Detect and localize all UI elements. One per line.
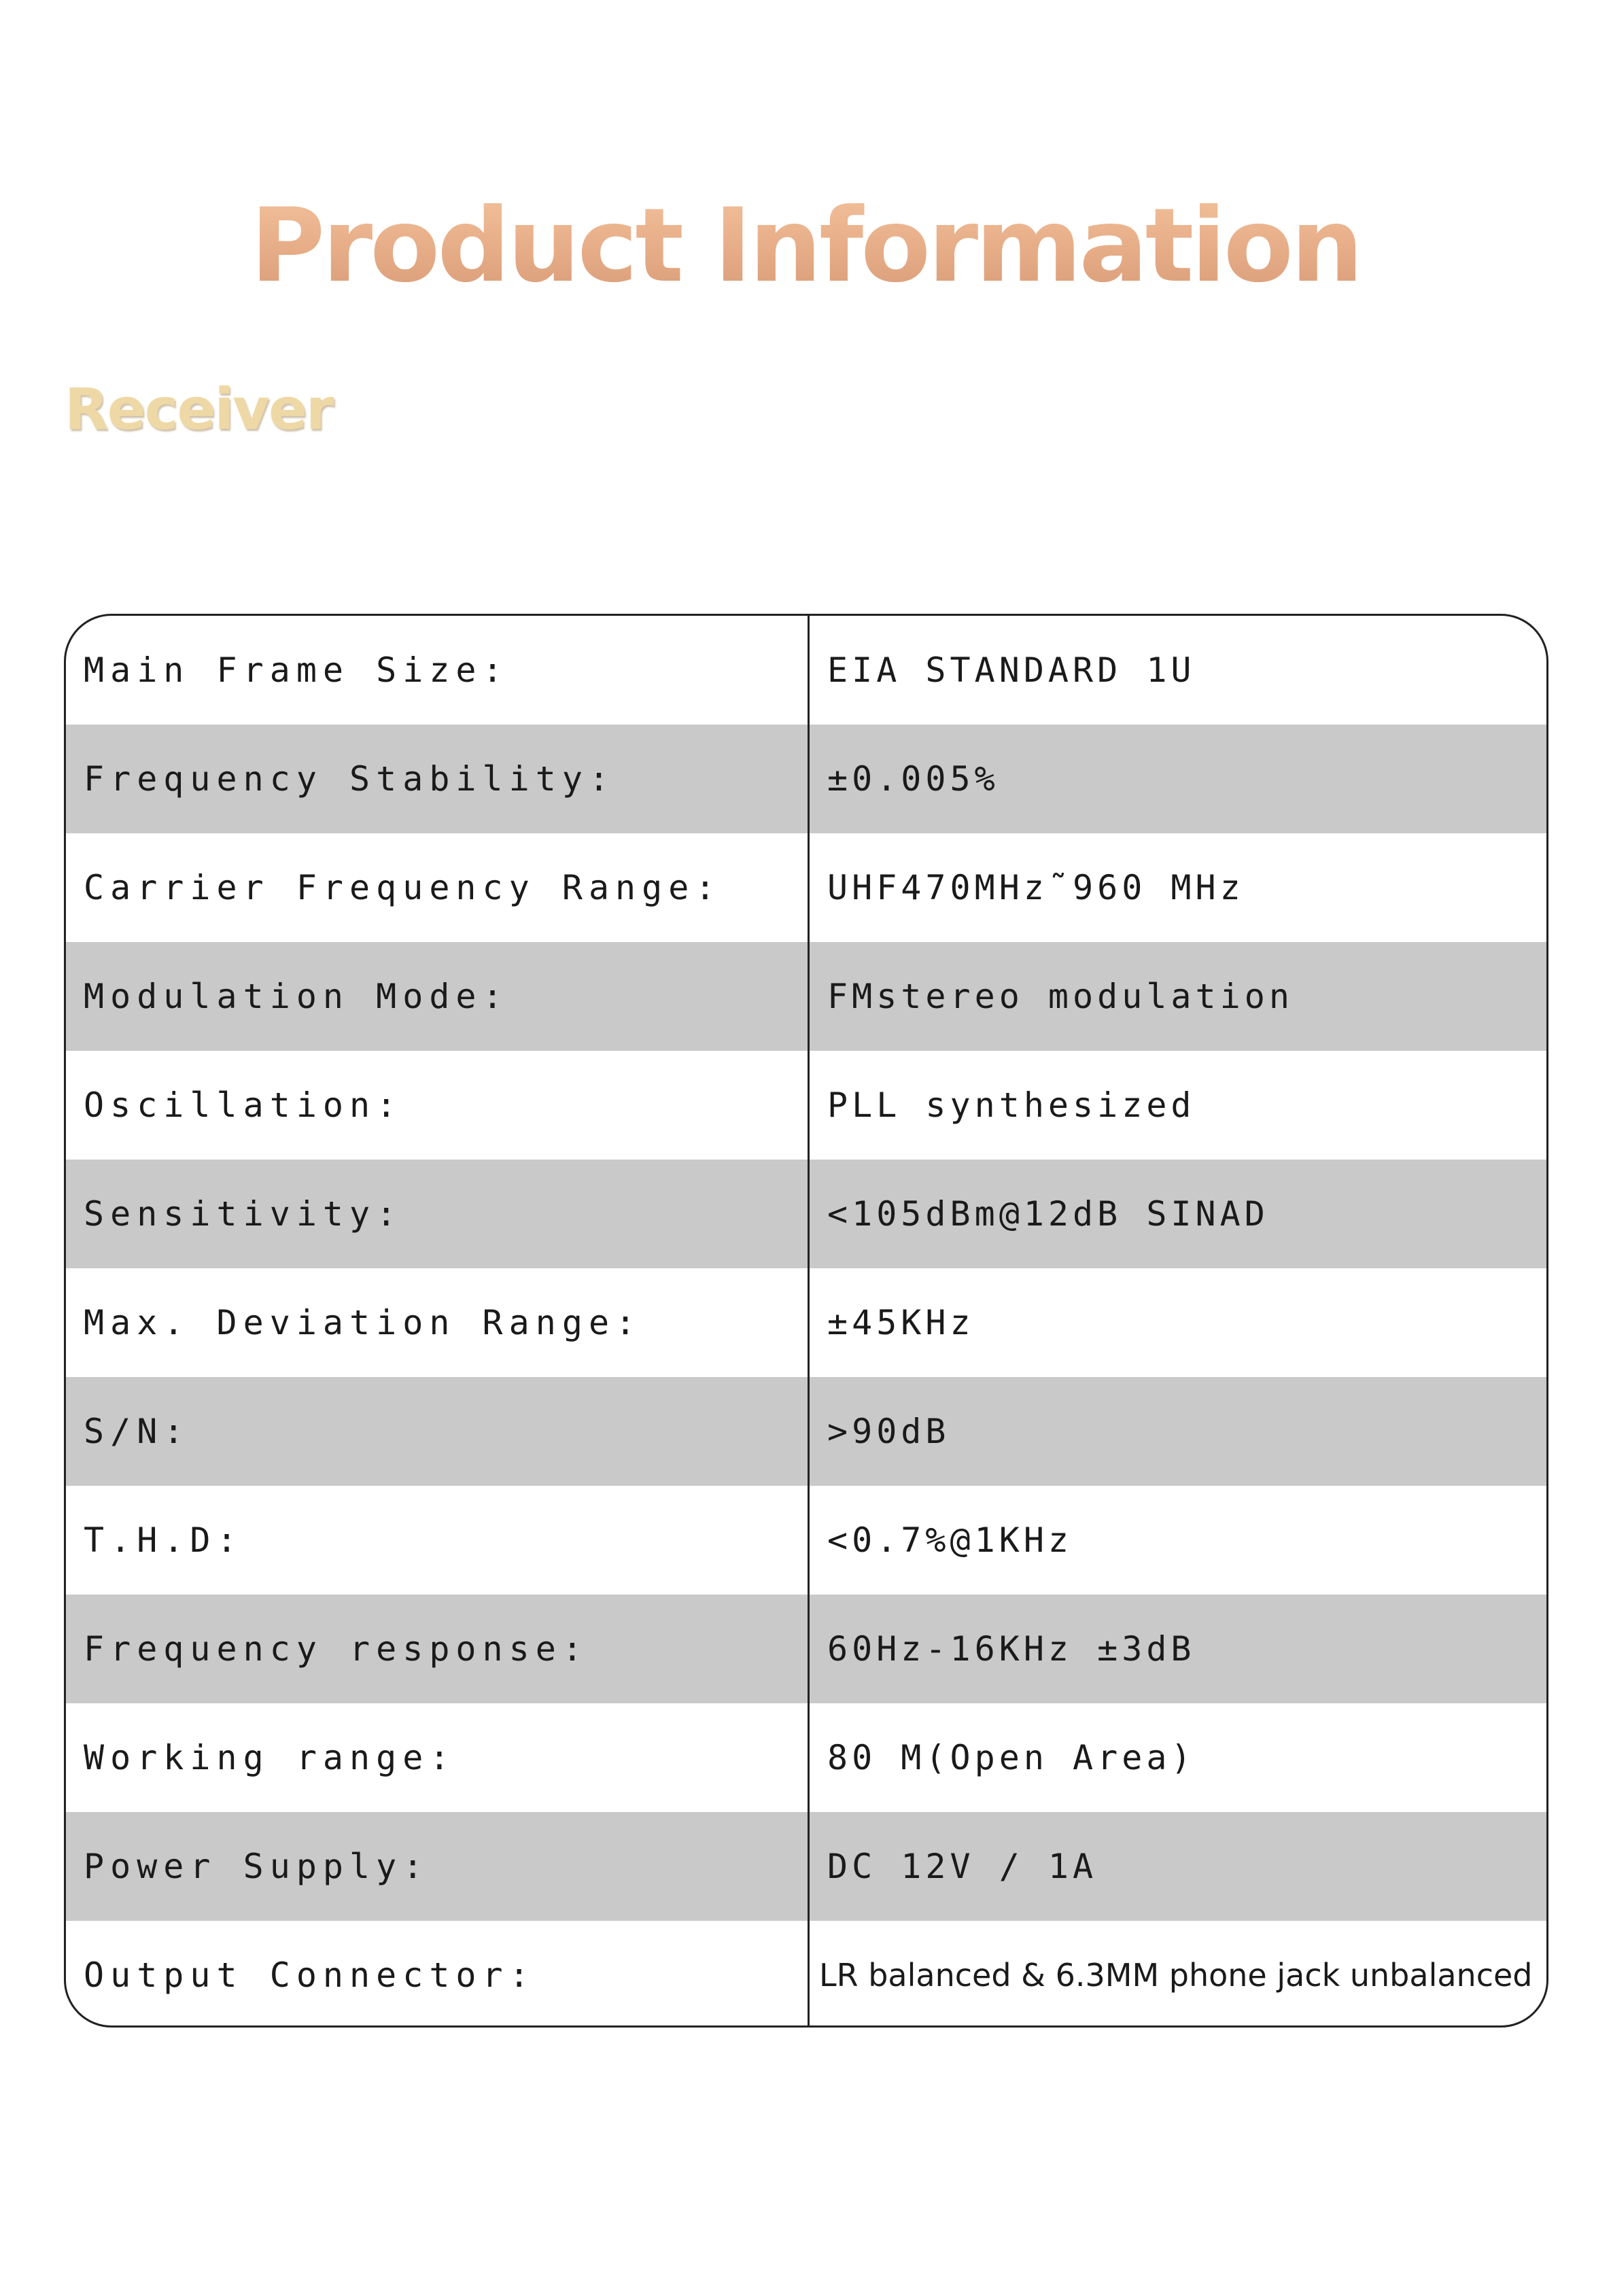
spec-value: <105dBm@12dB SINAD xyxy=(827,1194,1269,1234)
spec-label: Carrier Frequency Range: xyxy=(84,868,722,907)
spec-label: Oscillation: xyxy=(84,1085,403,1125)
spec-label: T.H.D: xyxy=(84,1520,243,1560)
spec-label: Main Frame Size: xyxy=(84,650,509,690)
spec-row-output-connector xyxy=(66,1921,1546,2028)
spec-value: ±0.005% xyxy=(827,759,999,799)
spec-table xyxy=(64,614,1548,2028)
spec-value: DC 12V / 1A xyxy=(827,1847,1098,1886)
spec-row-frequency-response xyxy=(66,1595,1546,1703)
spec-value: 60Hz-16KHz ±3dB xyxy=(827,1629,1196,1669)
spec-value: <0.7%@1KHz xyxy=(827,1520,1073,1560)
spec-row-modulation-mode xyxy=(66,942,1546,1051)
spec-row-thd xyxy=(66,1486,1546,1595)
column-divider xyxy=(808,616,810,2025)
spec-value: >90dB xyxy=(827,1412,950,1451)
spec-value: UHF470MHz˜960 MHz xyxy=(827,868,1245,907)
spec-row-signal-noise xyxy=(66,1377,1546,1486)
spec-row-carrier-frequency-range xyxy=(66,833,1546,942)
spec-label: S/N: xyxy=(84,1412,190,1451)
spec-value: ±45KHz xyxy=(827,1303,975,1342)
spec-row-main-frame-size xyxy=(66,616,1546,725)
spec-row-max-deviation-range xyxy=(66,1268,1546,1377)
section-title-receiver: Receiver xyxy=(65,376,333,442)
spec-label: Sensitivity: xyxy=(84,1194,403,1234)
spec-value: 80 M(Open Area) xyxy=(827,1738,1196,1777)
spec-label: Frequency Stability: xyxy=(84,759,616,799)
spec-label: Working range: xyxy=(84,1738,456,1777)
spec-label: Modulation Mode: xyxy=(84,977,509,1016)
spec-row-frequency-stability xyxy=(66,725,1546,833)
spec-value: FMstereo modulation xyxy=(827,977,1294,1016)
spec-label: Output Connector: xyxy=(84,1955,536,1995)
spec-row-oscillation xyxy=(66,1051,1546,1160)
spec-value: PLL synthesized xyxy=(827,1085,1196,1125)
spec-label: Frequency response: xyxy=(84,1629,589,1669)
spec-row-working-range xyxy=(66,1703,1546,1812)
spec-row-power-supply xyxy=(66,1812,1546,1921)
spec-label: Power Supply: xyxy=(84,1847,430,1886)
spec-value: LR balanced & 6.3MM phone jack unbalanced xyxy=(819,1957,1533,1994)
spec-row-sensitivity xyxy=(66,1160,1546,1268)
spec-label: Max. Deviation Range: xyxy=(84,1303,642,1342)
spec-value: EIA STANDARD 1U xyxy=(827,650,1196,690)
page-title: Product Information xyxy=(0,185,1611,307)
